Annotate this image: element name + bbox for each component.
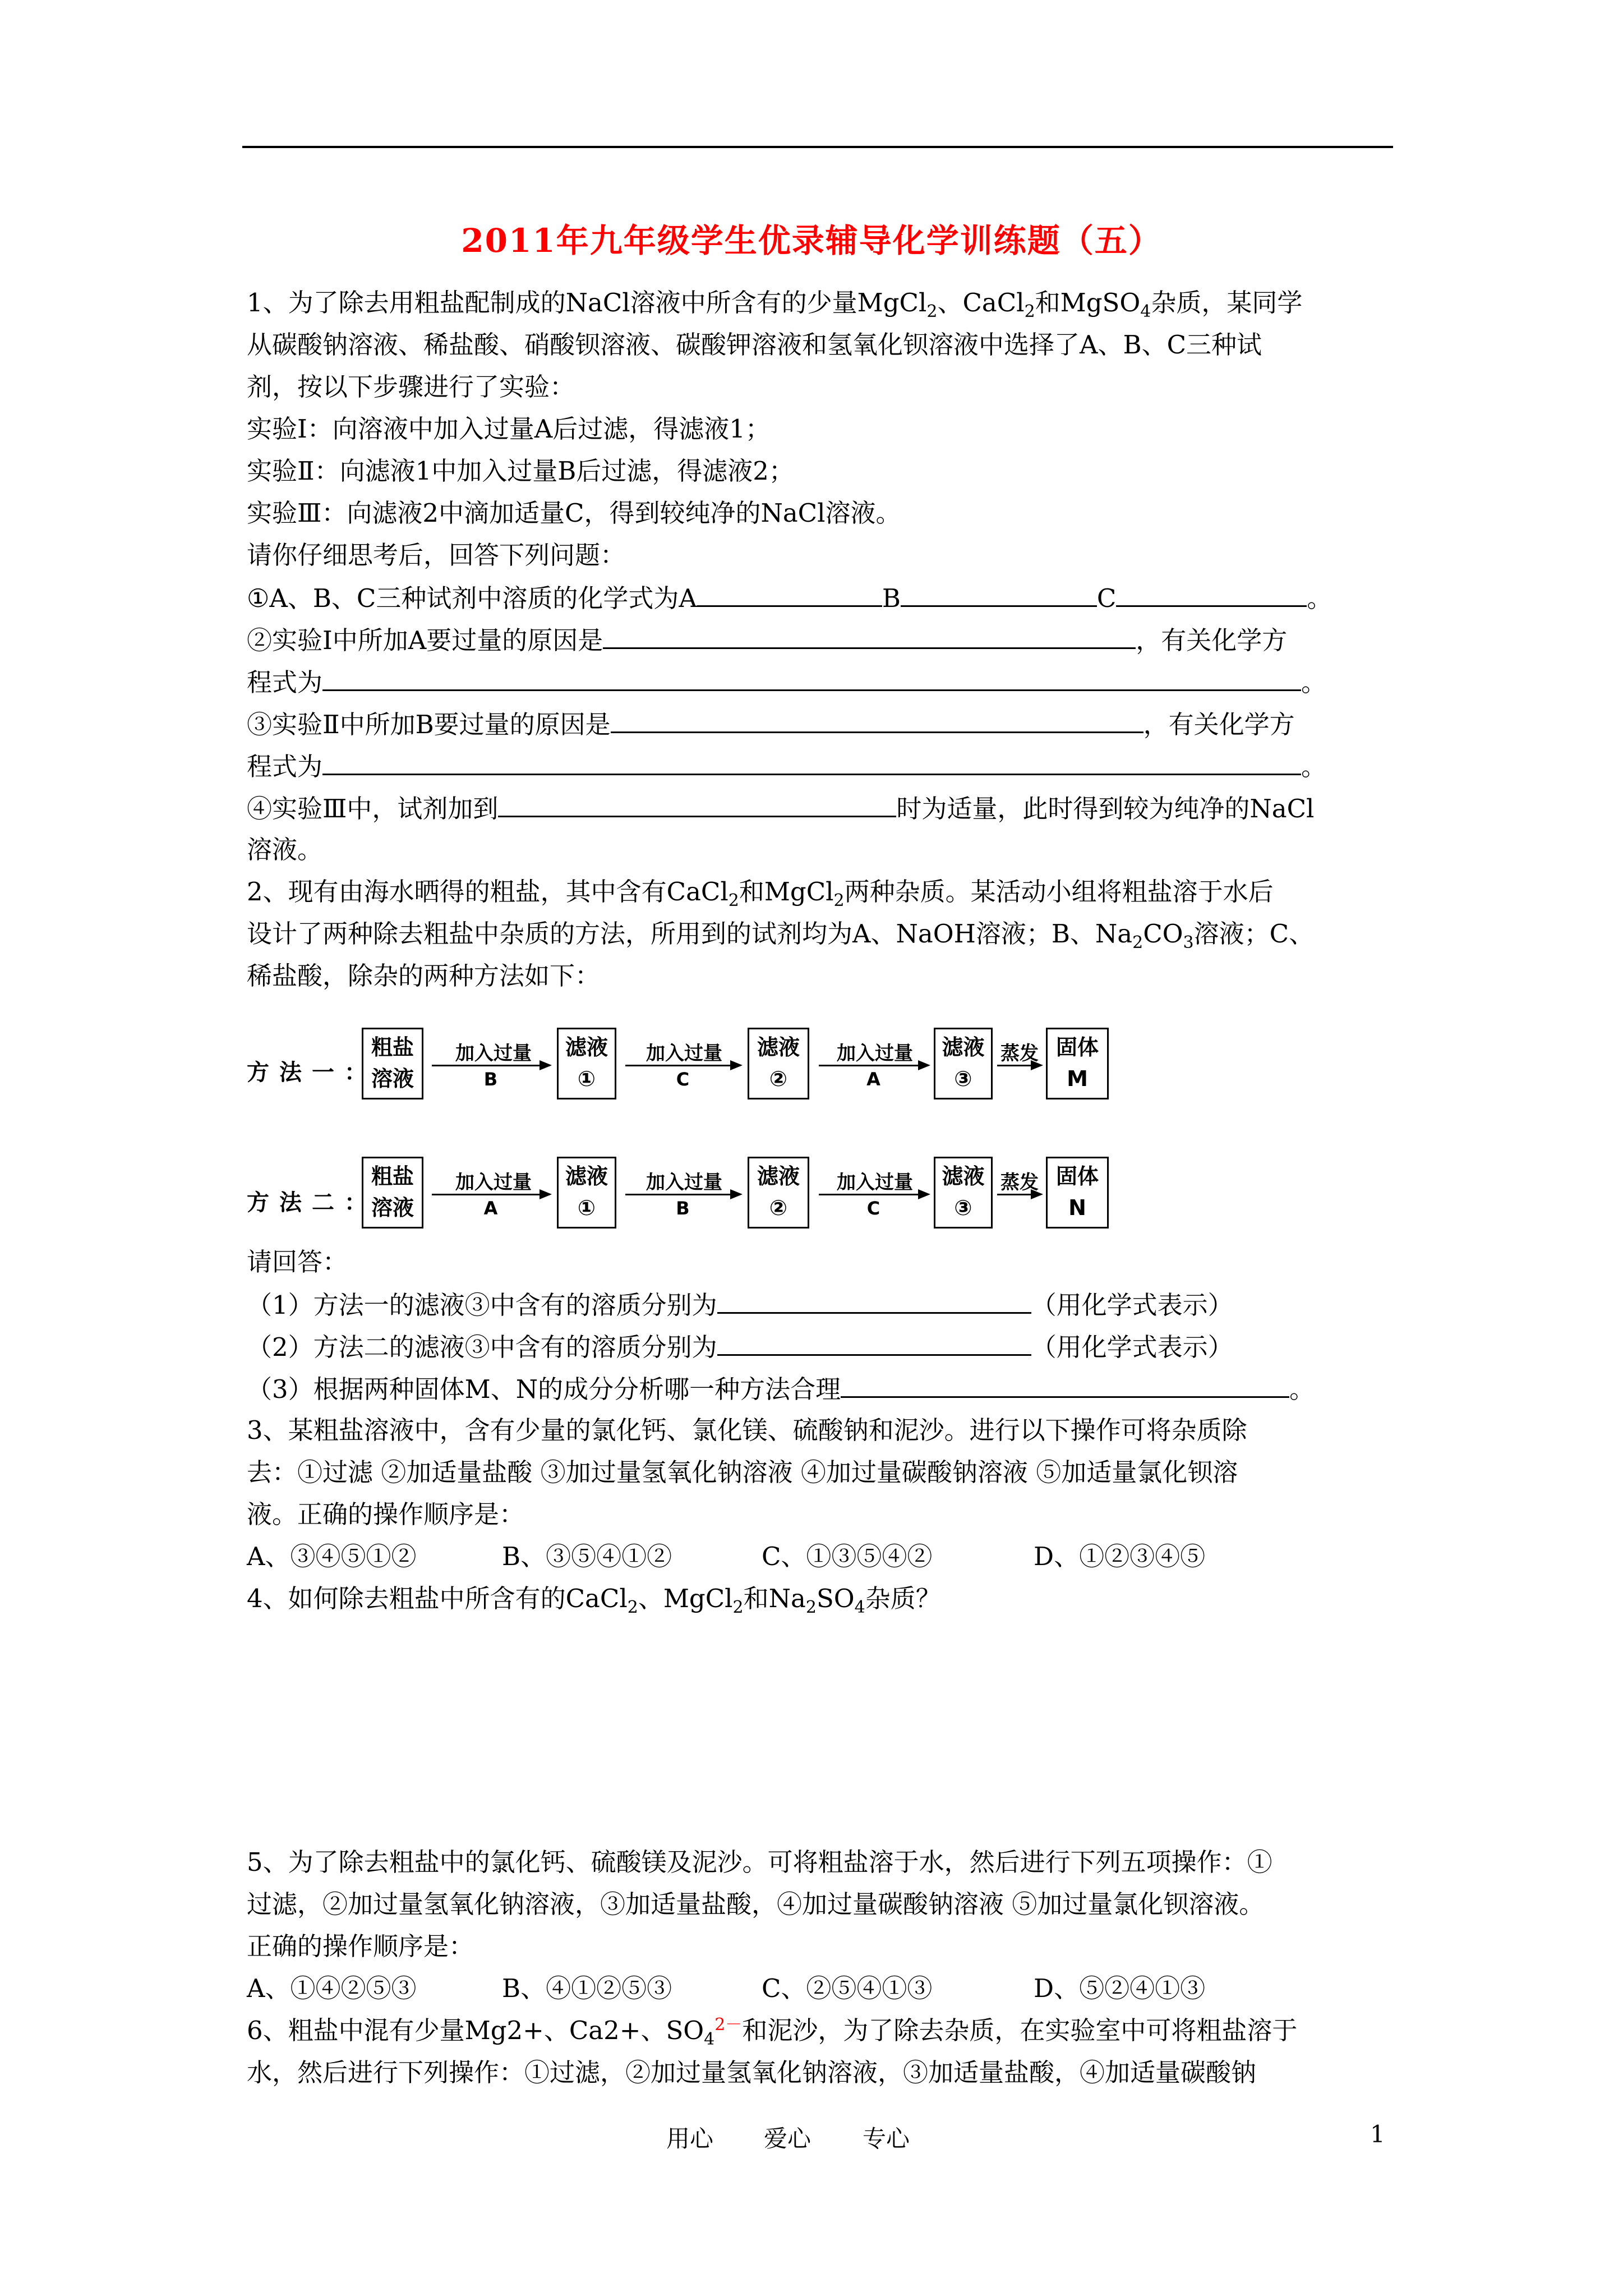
method-1-start-box: 粗盐 溶液 — [362, 1028, 423, 1099]
method-1-arrow-4 — [997, 1065, 1041, 1066]
q2-part-3: （3）根据两种固体M、N的成分分析哪一种方法合理 。 — [247, 1372, 1315, 1406]
q5-line-1: 5、为了除去粗盐中的氯化钙、硫酸镁及泥沙。可将粗盐溶于水，然后进行下列五项操作：① — [247, 1847, 1272, 1877]
method-1-arrow-1-label: 加入过量 — [455, 1042, 532, 1065]
method-2-arrow-1 — [432, 1194, 550, 1195]
q3-line-2: 去：①过滤 ②加适量盐酸 ③加过量氢氧化钠溶液 ④加过量碳酸钠溶液 ⑤加适量氯化钡溶 — [247, 1457, 1238, 1487]
q3-option-a[interactable]: A、③④⑤①② — [247, 1542, 417, 1571]
method-2-arrow-3-reagent: C — [866, 1198, 880, 1219]
answer-blank-endpoint[interactable] — [498, 791, 896, 817]
method-1-arrow-2-reagent: C — [676, 1069, 690, 1090]
q2-line-1: 2、现有由海水晒得的粗盐，其中含有CaCl$_2$和MgCl$_2$两种杂质。某活动小组将粗盐溶于水后 — [247, 877, 1274, 910]
q6-line-1: 6、粗盐中混有少量Mg2+、Ca2+、$SO_4^{2-}$和泥沙，为了除去杂质，在实验室中可将粗盐溶于 — [247, 2015, 1298, 2049]
method-1-arrow-1 — [432, 1065, 550, 1066]
answer-blank-c[interactable] — [1116, 581, 1307, 607]
answer-blank-method-2[interactable] — [717, 1329, 1031, 1356]
answer-blank-equation-b[interactable] — [322, 749, 1301, 775]
q4-line-1: 4、如何除去粗盐中所含有的CaCl$_2$、MgCl$_2$和$Na_2SO_4$杂质？ — [247, 1584, 941, 1617]
answer-blank-b[interactable] — [901, 581, 1097, 607]
q5-option-d[interactable]: D、⑤②④①③ — [1034, 1973, 1206, 2003]
q2-line-3: 稀盐酸，除杂的两种方法如下： — [247, 961, 601, 991]
q5-option-b[interactable]: B、④①②⑤③ — [502, 1973, 672, 2003]
q1-part-4: ④实验Ⅲ中，试剂加到 时为适量，此时得到较为纯净的NaCl — [247, 791, 1314, 826]
q1-line-2: 从碳酸钠溶液、稀盐酸、硝酸钡溶液、碳酸钾溶液和氢氧化钡溶液中选择了A、B、C三种试 — [247, 330, 1262, 360]
q1-part-3-cont: 程式为 。 — [247, 749, 1326, 784]
q1-part-4-cont: 溶液。 — [247, 835, 323, 864]
method-1-filtrate-3: 滤液 ③ — [934, 1028, 993, 1099]
method-2-filtrate-1: 滤液 ① — [557, 1157, 616, 1228]
q5-line-2: 过滤，②加过量氢氧化钠溶液，③加适量盐酸，④加过量碳酸钠溶液 ⑤加过量氯化钡溶液。 — [247, 1889, 1265, 1919]
answer-blank-method-1[interactable] — [717, 1287, 1031, 1314]
page-number: 1 — [1370, 2120, 1385, 2148]
method-2-arrow-1-label: 加入过量 — [455, 1171, 532, 1194]
answer-blank-reason-b[interactable] — [611, 707, 1144, 733]
method-1-filtrate-1: 滤液 ① — [557, 1028, 616, 1099]
method-2-label: 方法二： — [247, 1189, 377, 1216]
method-1-arrow-2 — [625, 1065, 740, 1066]
page-title: 2011年九年级学生优录辅导化学训练题（五） — [461, 222, 1162, 260]
method-2-arrow-3-label: 加入过量 — [837, 1171, 913, 1194]
q1-part-2: ②实验Ⅰ中所加A要过量的原因是 ，有关化学方 — [247, 623, 1287, 657]
q1-exp-1: 实验Ⅰ：向溶液中加入过量A后过滤，得滤液1； — [247, 414, 771, 444]
q1-exp-2: 实验Ⅱ：向滤液1中加入过量B后过滤，得滤液2； — [247, 456, 794, 486]
q1-prompt: 请你仔细思考后，回答下列问题： — [247, 540, 626, 570]
method-1-solid-box: 固体 M — [1046, 1028, 1109, 1099]
q1-part-2-cont: 程式为 。 — [247, 665, 1326, 700]
method-1-label: 方法一： — [247, 1059, 377, 1085]
answer-blank-reason-a[interactable] — [603, 623, 1136, 649]
q2-part-1: （1）方法一的滤液③中含有的溶质分别为 （用化学式表示） — [247, 1287, 1233, 1322]
method-2-arrow-4 — [997, 1194, 1041, 1195]
q6-line-2: 水，然后进行下列操作：①过滤，②加过量氢氧化钠溶液，③加适量盐酸，④加适量碳酸钠 — [247, 2058, 1257, 2087]
method-1-evaporate-label: 蒸发 — [1000, 1042, 1039, 1065]
q2-line-2: 设计了两种除去粗盐中杂质的方法，所用到的试剂均为A、NaOH溶液；B、$Na_2CO_3$溶液；C、 — [247, 919, 1315, 953]
q1-part-3: ③实验Ⅱ中所加B要过量的原因是 ，有关化学方 — [247, 707, 1295, 742]
footer-motto-1: 用心 — [666, 2125, 714, 2152]
method-2-filtrate-2: 滤液 ② — [748, 1157, 809, 1228]
method-2-arrow-1-reagent: A — [483, 1198, 498, 1219]
method-2-arrow-2 — [625, 1194, 740, 1195]
method-2-arrow-2-label: 加入过量 — [646, 1171, 722, 1194]
q1-line-3: 剂，按以下步骤进行了实验： — [247, 372, 575, 402]
method-1-arrow-1-reagent: B — [483, 1069, 498, 1090]
q3-option-d[interactable]: D、①②③④⑤ — [1034, 1542, 1206, 1571]
answer-blank-equation-a[interactable] — [322, 665, 1301, 691]
q1-line-1: 1、为了除去用粗盐配制成的NaCl溶液中所含有的少量MgCl$_2$、CaCl$_2$和MgSO$_4$杂质，某同学 — [247, 288, 1303, 321]
header-rule — [242, 146, 1393, 148]
q3-line-3: 液。正确的操作顺序是： — [247, 1499, 525, 1529]
q5-option-a[interactable]: A、①④②⑤③ — [247, 1973, 417, 2003]
answer-blank-a[interactable] — [697, 581, 882, 607]
method-1-arrow-3-label: 加入过量 — [837, 1042, 913, 1065]
footer-motto-3: 专心 — [863, 2125, 910, 2152]
q5-option-c[interactable]: C、②⑤④①③ — [762, 1973, 933, 2003]
method-1-arrow-2-label: 加入过量 — [646, 1042, 722, 1065]
footer-motto-2: 爱心 — [764, 2125, 811, 2152]
q1-part-1: ①A、B、C三种试剂中溶质的化学式为A B C 。 — [247, 581, 1332, 615]
q3-option-c[interactable]: C、①③⑤④② — [762, 1542, 933, 1571]
method-2-start-box: 粗盐 溶液 — [362, 1157, 423, 1228]
q2-ask: 请回答： — [247, 1247, 348, 1277]
method-2-evaporate-label: 蒸发 — [1000, 1171, 1039, 1194]
method-2-filtrate-3: 滤液 ③ — [934, 1157, 993, 1228]
method-1-arrow-3-reagent: A — [866, 1069, 880, 1090]
q2-part-2: （2）方法二的滤液③中含有的溶质分别为 （用化学式表示） — [247, 1329, 1233, 1364]
q3-line-1: 3、某粗盐溶液中，含有少量的氯化钙、氯化镁、硫酸钠和泥沙。进行以下操作可将杂质除 — [247, 1415, 1247, 1445]
answer-blank-reasonable[interactable] — [841, 1372, 1289, 1398]
method-1-filtrate-2: 滤液 ② — [748, 1028, 809, 1099]
q5-line-3: 正确的操作顺序是： — [247, 1931, 474, 1961]
method-2-solid-box: 固体 N — [1046, 1157, 1109, 1228]
method-2-arrow-3 — [819, 1194, 928, 1195]
q3-option-b[interactable]: B、③⑤④①② — [502, 1542, 672, 1571]
q1-exp-3: 实验Ⅲ：向滤液2中滴加适量C，得到较纯净的NaCl溶液。 — [247, 498, 901, 528]
method-2-arrow-2-reagent: B — [676, 1198, 690, 1219]
method-1-arrow-3 — [819, 1065, 928, 1066]
